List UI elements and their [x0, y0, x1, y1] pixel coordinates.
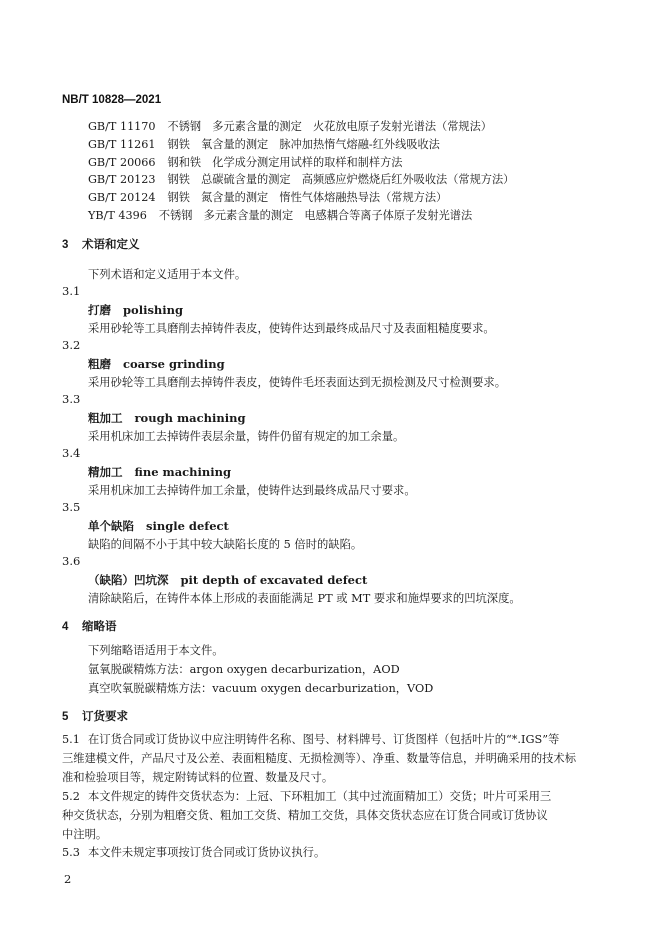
reference-item [88, 118, 514, 136]
reference-code: GB/T 20123 [88, 173, 156, 187]
section-4-heading [62, 618, 117, 634]
reference-title: 不锈钢 多元素含量的测定 火花放电原子发射光谱法（常规法） [167, 120, 492, 133]
term-en: coarse grinding [123, 357, 225, 371]
clause-5-1-line: 准和检验项目等，规定附铸试料的位置、数量及尺寸。 [62, 771, 334, 784]
clause-text: 本文件未规定事项按订货合同或订货协议执行。 [88, 846, 326, 859]
section-title: 术语和定义 [82, 239, 140, 251]
term-en: fine machining [134, 465, 232, 479]
term-title [88, 356, 225, 372]
term-zh: 打磨 [88, 303, 111, 317]
term-definition: 采用砂轮等工具磨削去掉铸件表皮，使铸件毛坯表面达到无损检测及尺寸检测要求。 [88, 376, 506, 389]
abbreviation-item: 真空吹氧脱碳精炼方法：vacuum oxygen decarburization，VOD [88, 682, 434, 695]
term-title [88, 302, 183, 318]
term-title [88, 572, 367, 588]
reference-item [88, 136, 514, 154]
section-title: 订货要求 [82, 711, 128, 723]
term-zh: 粗加工 [88, 411, 123, 425]
section-5-heading [62, 708, 128, 724]
term-zh: 单个缺陷 [88, 519, 134, 533]
reference-code: GB/T 11170 [88, 120, 156, 133]
clause-text: 在订货合同或订货协议中应注明铸件名称、图号、材料牌号、订货图样（包括叶片的“*.IGS”等 [88, 733, 560, 746]
clause-number: 5.3 [62, 846, 80, 859]
section-4-intro: 下列缩略语适用于本文件。 [88, 644, 224, 657]
section-number: 4 [62, 621, 69, 633]
term-zh: 精加工 [88, 465, 123, 479]
term-zh: （缺陷）凹坑深 [88, 573, 169, 587]
term-number: 3.4 [62, 446, 81, 460]
term-title [88, 518, 229, 534]
section-number: 3 [62, 239, 69, 251]
section-3-heading [62, 236, 140, 252]
clause-number: 5.1 [62, 733, 80, 746]
term-title [88, 464, 231, 480]
term-definition: 采用机床加工去掉铸件加工余量，使铸件达到最终成品尺寸要求。 [88, 484, 416, 497]
reference-code: GB/T 11261 [88, 137, 156, 151]
document-header-id: NB/T 10828—2021 [62, 94, 162, 106]
term-title [88, 410, 245, 426]
section-3-intro: 下列术语和定义适用于本文件。 [88, 268, 247, 281]
term-definition: 采用砂轮等工具磨削去掉铸件表皮，使铸件达到最终成品尺寸及表面粗糙度要求。 [88, 322, 495, 335]
clause-number: 5.2 [62, 790, 80, 803]
clause-5-3-line [62, 844, 325, 860]
term-en: rough machining [134, 411, 246, 425]
reference-title: 钢铁 氮含量的测定 惰性气体熔融热导法（常规方法） [167, 191, 448, 205]
reference-list [88, 118, 514, 225]
clause-5-2-line: 种交货状态，分别为粗磨交货、粗加工交货、精加工交货，具体交货状态应在订货合同或订货协议 [62, 809, 548, 822]
reference-code: YB/T 4396 [88, 208, 147, 222]
term-zh: 粗磨 [88, 357, 111, 371]
reference-code: GB/T 20124 [88, 191, 156, 205]
term-number: 3.6 [62, 554, 81, 568]
term-number: 3.5 [62, 500, 81, 514]
reference-item [88, 171, 514, 189]
term-en: polishing [123, 303, 184, 317]
page-number: 2 [64, 872, 72, 886]
reference-code: GB/T 20066 [88, 155, 156, 169]
term-en: single defect [146, 519, 229, 533]
reference-item [88, 207, 514, 225]
term-en: pit depth of excavated defect [180, 573, 368, 587]
clause-5-1-line: 三维建模文件，产品尺寸及公差、表面粗糙度、无损检测等）、净重、数量等信息，并明确采用的技术标 [62, 752, 577, 765]
section-number: 5 [62, 711, 69, 723]
reference-title: 钢铁 氧含量的测定 脉冲加热惰气熔融-红外线吸收法 [167, 137, 440, 151]
term-definition: 缺陷的间隔不小于其中较大缺陷长度的 5 倍时的缺陷。 [88, 538, 363, 551]
reference-item [88, 189, 514, 207]
clause-5-1-line [62, 731, 559, 747]
term-number: 3.2 [62, 338, 81, 352]
clause-text: 本文件规定的铸件交货状态为：上冠、下环粗加工（其中过流面精加工）交货；叶片可采用三 [88, 790, 552, 803]
section-title: 缩略语 [82, 621, 117, 633]
reference-item [88, 154, 514, 172]
reference-title: 钢和铁 化学成分测定用试样的取样和制样方法 [167, 155, 403, 169]
term-definition: 清除缺陷后，在铸件本体上形成的表面能满足 PT 或 MT 要求和施焊要求的凹坑深度。 [88, 592, 521, 605]
term-number: 3.1 [62, 284, 81, 298]
term-definition: 采用机床加工去掉铸件表层余量，铸件仍留有规定的加工余量。 [88, 430, 405, 443]
clause-5-2-line [62, 788, 551, 804]
term-number: 3.3 [62, 392, 81, 406]
reference-title: 不锈钢 多元素含量的测定 电感耦合等离子体原子发射光谱法 [158, 208, 473, 222]
abbreviation-item: 氩氧脱碳精炼方法：argon oxygen decarburization，AOD [88, 663, 400, 676]
reference-title: 钢铁 总碳硫含量的测定 高频感应炉燃烧后红外吸收法（常规方法） [167, 173, 515, 187]
clause-5-2-line: 中注明。 [62, 828, 108, 841]
